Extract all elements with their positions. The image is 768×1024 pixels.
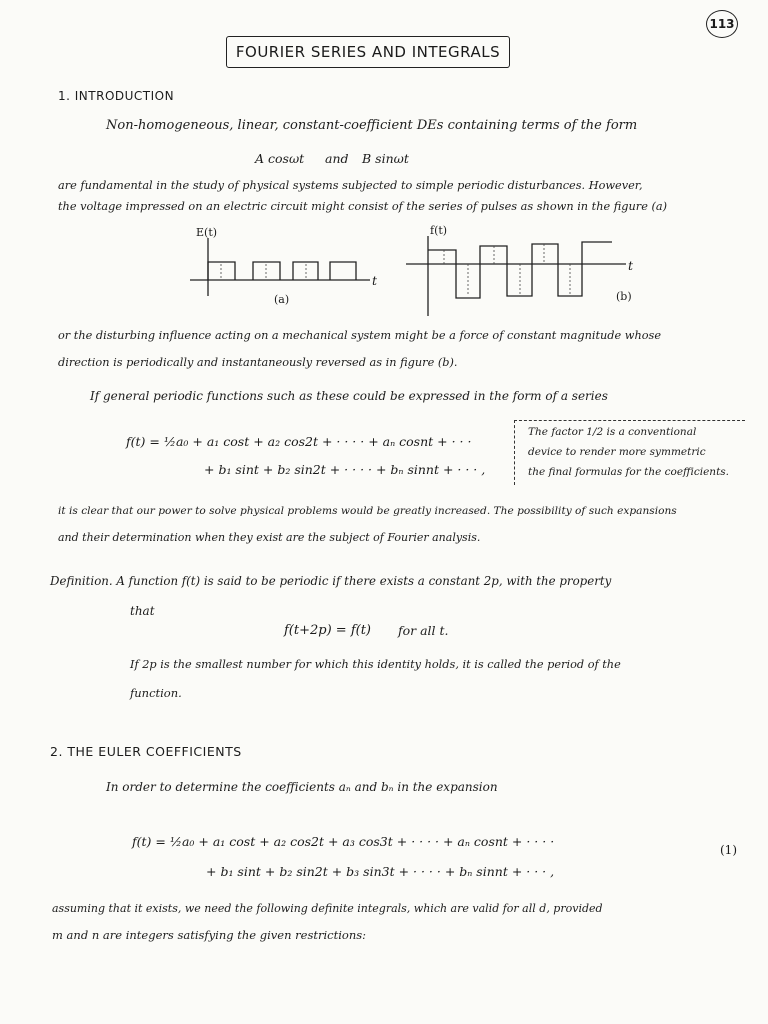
series-row1: f(t) = ½a₀ + a₁ cost + a₂ cos2t + · · · · + aₙ cosnt + · · · bbox=[126, 434, 472, 449]
figure-a-plot bbox=[190, 238, 390, 298]
section1-heading: 1. INTRODUCTION bbox=[58, 89, 175, 103]
section2-heading: 2. THE EULER COEFFICIENTS bbox=[50, 744, 242, 759]
intro-line4: or the disturbing influence acting on a mechanical system might be a force of constant magnitude whose bbox=[58, 329, 662, 342]
periodicity-equation-tail: for all t. bbox=[398, 623, 449, 638]
figure-b-plot bbox=[404, 236, 630, 316]
figure-b-xlabel: t bbox=[628, 258, 634, 273]
definition-line3: If 2p is the smallest number for which this identity holds, it is called the period of the bbox=[130, 658, 621, 671]
definition-line1: Definition. A function f(t) is said to be periodic if there exists a constant 2p, with the property bbox=[50, 574, 612, 588]
figure-a-caption: (a) bbox=[274, 293, 290, 306]
definition-line4: function. bbox=[130, 686, 182, 700]
term-b: B sinωt bbox=[362, 151, 409, 166]
periodicity-equation: f(t+2p) = f(t) bbox=[284, 623, 372, 638]
euler-line2: assuming that it exists, we need the following definite integrals, which are valid for all d, provided bbox=[52, 902, 603, 915]
intro-line1: Non-homogeneous, linear, constant-coefficient DEs containing terms of the form bbox=[106, 118, 638, 133]
euler-line3: m and n are integers satisfying the given restrictions: bbox=[52, 928, 367, 942]
intro-line7: it is clear that our power to solve physical problems would be greatly increased. The possibility of such expansions bbox=[58, 505, 677, 517]
euler-line1: In order to determine the coefficients aₙ and bₙ in the expansion bbox=[106, 780, 498, 794]
figure-a-xlabel: t bbox=[372, 273, 378, 288]
definition-line2: that bbox=[130, 604, 155, 618]
euler-equation-row1: f(t) = ½a₀ + a₁ cost + a₂ cos2t + a₃ cos3t + · · · · + aₙ cosnt + · · · · bbox=[132, 834, 555, 849]
euler-equation-row2: + b₁ sint + b₂ sin2t + b₃ sin3t + · · · · + bₙ sinnt + · · · , bbox=[206, 864, 555, 879]
intro-line2: are fundamental in the study of physical systems subjected to simple periodic disturbances. However, bbox=[58, 179, 643, 192]
intro-line8: and their determination when they exist are the subject of Fourier analysis. bbox=[58, 531, 481, 544]
figure-b-ylabel: f(t) bbox=[430, 224, 448, 237]
page-number: 113 bbox=[706, 10, 738, 38]
note-line2: device to render more symmetric bbox=[528, 446, 706, 458]
series-row2: + b₁ sint + b₂ sin2t + · · · · + bₙ sinnt + · · · , bbox=[204, 462, 486, 477]
intro-line3: the voltage impressed on an electric circuit might consist of the series of pulses as shown in the figure (a) bbox=[58, 200, 668, 213]
figure-b-caption: (b) bbox=[616, 290, 632, 303]
page-title: FOURIER SERIES AND INTEGRALS bbox=[226, 36, 510, 68]
intro-line6: If general periodic functions such as these could be expressed in the form of a series bbox=[90, 389, 608, 403]
figure-a-ylabel: E(t) bbox=[196, 226, 218, 239]
note-line3: the final formulas for the coefficients. bbox=[528, 466, 730, 478]
intro-line5: direction is periodically and instantaneously reversed as in figure (b). bbox=[58, 356, 458, 369]
term-and: and bbox=[325, 151, 349, 166]
note-line1: The factor 1/2 is a conventional bbox=[528, 426, 697, 438]
equation-number: (1) bbox=[720, 843, 737, 857]
term-a: A cosωt bbox=[255, 151, 305, 166]
